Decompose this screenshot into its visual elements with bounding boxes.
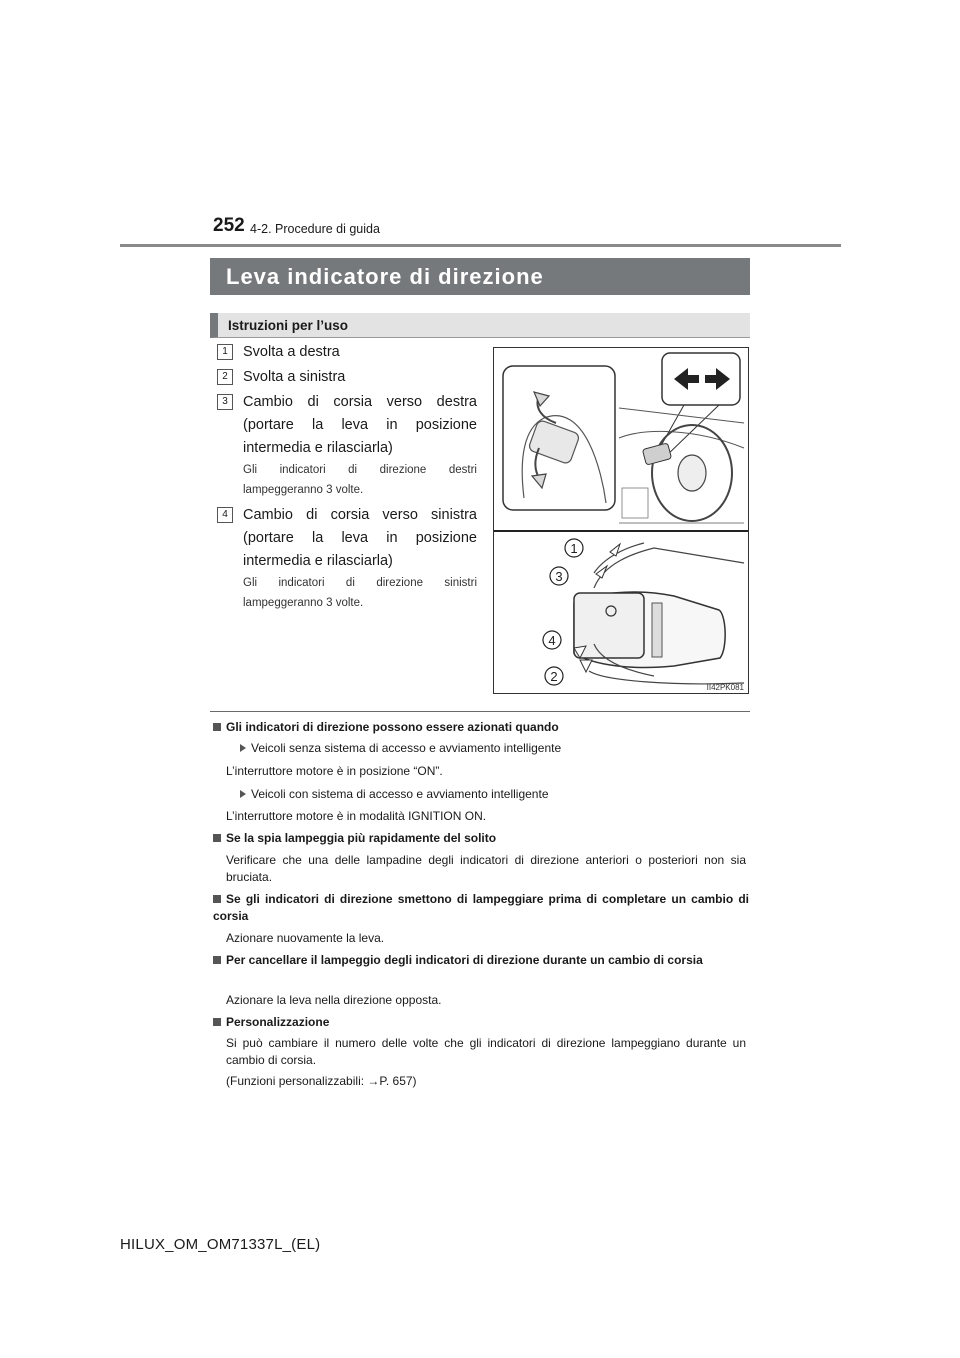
step-number-4: 4 [217,507,233,523]
step-text-3: Cambio di corsia verso destra (portare la leva in posizione intermedia e rilasciarla) [243,394,477,456]
step-text-2: Svolta a sinistra [243,369,346,385]
info-heading-4: Per cancellare il lampeggio degli indicatori di direzione durante un cambio di corsia [213,952,749,969]
step-text-4: Cambio di corsia verso sinistra (portare la leva in posizione intermedia e rilasciarla) [243,507,477,569]
info-heading-1: Gli indicatori di direzione possono essere azionati quando [213,719,749,736]
info-heading-3: Se gli indicatori di direzione smettono di lampeggiare prima di completare un cambio di corsia [213,892,749,923]
triangle-bullet-icon [240,790,246,798]
callout-2-label: 2 [550,669,558,684]
figure-code: II42PK081 [706,683,744,692]
callout-3-label: 3 [555,569,563,584]
square-bullet-icon [213,1018,221,1026]
square-bullet-icon [213,956,221,964]
info-bullet-2: Veicoli con sistema di accesso e avviamento intelligente [240,786,746,803]
step-number-3: 3 [217,394,233,410]
footer-doc-code: HILUX_OM_OM71337L_(EL) [120,1236,321,1253]
step-note-3: Gli indicatori di direzione destri lampeggeranno 3 volte. [243,464,477,496]
info-text-5: Si può cambiare il numero delle volte che gli indicatori di direzione lampeggiano durante un cambio di corsia. [226,1036,746,1067]
step-number-1: 1 [217,344,233,360]
page-title: Leva indicatore di direzione [210,258,750,295]
section-divider [210,711,750,712]
triangle-bullet-icon [240,744,246,752]
square-bullet-icon [213,834,221,842]
square-bullet-icon [213,723,221,731]
page-number: 252 [213,215,245,236]
arrow-up-icon [610,544,620,556]
info-text-2: Verificare che una delle lampadine degli indicatori di direzione anteriori o posteriori non sia bruciata. [226,853,746,884]
turn-signal-lever-illustration [493,347,749,694]
step-text-1: Svolta a destra [243,344,340,360]
info-text-1a: L’interruttore motore è in posizione “ON”. [226,764,443,778]
step-number-2: 2 [217,369,233,385]
info-text-1b: L’interruttore motore è in modalità IGNITION ON. [226,809,487,823]
section-subtitle: Istruzioni per l’uso [210,313,750,338]
callout-1-label: 1 [570,541,578,556]
info-text-4: Azionare la leva nella direzione opposta. [226,993,442,1007]
step-note-4: Gli indicatori di direzione sinistri lampeggeranno 3 volte. [243,577,477,609]
square-bullet-icon [213,895,221,903]
info-text-3: Azionare nuovamente la leva. [226,931,385,945]
section-label: 4-2. Procedure di guida [250,222,380,236]
arrow-down-icon [580,660,592,672]
info-text-5b: (Funzioni personalizzabili: →P. 657) [226,1074,417,1088]
header-rule [120,244,841,247]
info-heading-2: Se la spia lampeggia più rapidamente del solito [213,830,749,847]
illustration-drawing [494,348,748,693]
callout-4-label: 4 [548,633,556,648]
info-bullet-1: Veicoli senza sistema di accesso e avviamento intelligente [240,740,746,757]
info-heading-5: Personalizzazione [213,1014,749,1031]
